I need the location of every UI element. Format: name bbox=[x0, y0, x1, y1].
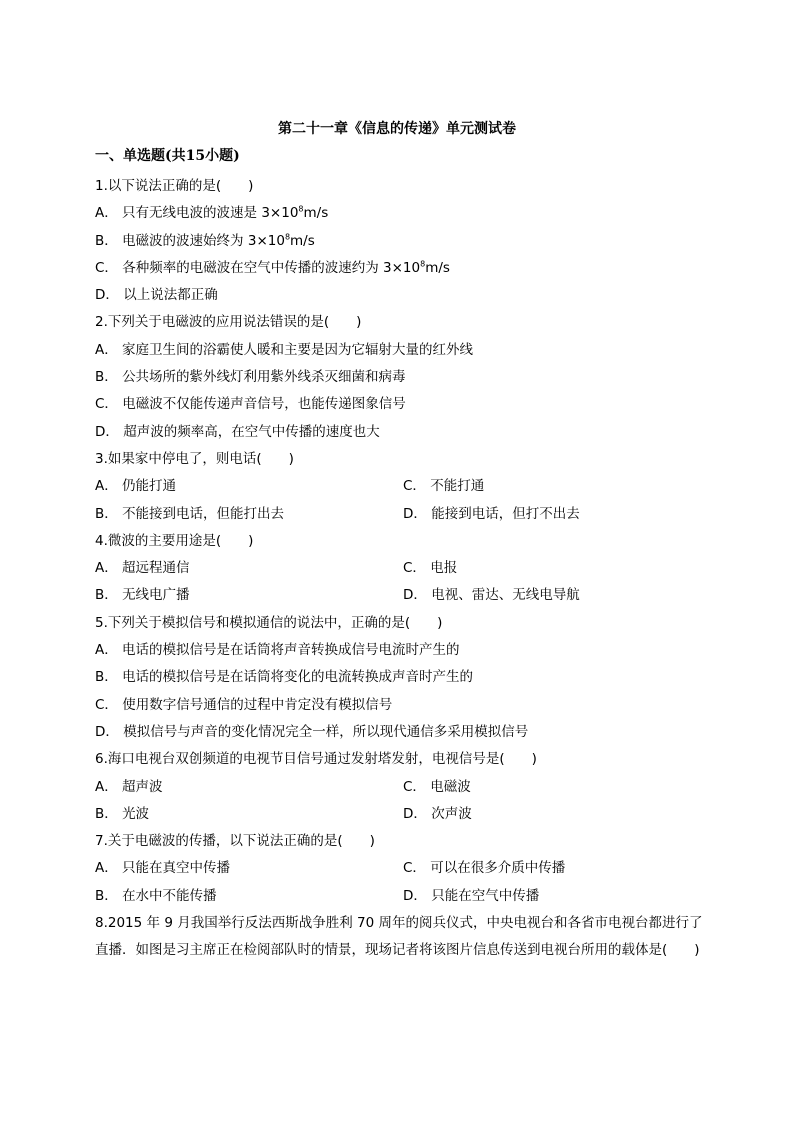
option-row bbox=[95, 801, 715, 828]
option-label: B． bbox=[95, 369, 118, 386]
option-unit: m/s bbox=[290, 232, 315, 249]
option-label: A． bbox=[95, 860, 118, 877]
option-text: 只能在空气中传播 bbox=[431, 887, 540, 904]
option-text: 电磁波的波速始终为 3×10 bbox=[122, 232, 285, 249]
option-cell bbox=[403, 473, 711, 500]
option-label: A． bbox=[95, 778, 118, 795]
option-line bbox=[95, 228, 715, 255]
option-line bbox=[95, 282, 715, 309]
option-label: B． bbox=[95, 505, 118, 522]
option-unit: m/s bbox=[303, 205, 329, 222]
option-label: C． bbox=[403, 560, 426, 577]
option-text: 电磁波不仅能传递声音信号，也能传递图象信号 bbox=[122, 396, 406, 413]
option-label: A． bbox=[95, 341, 118, 358]
option-text: 以上说法都正确 bbox=[123, 287, 218, 304]
option-line bbox=[95, 719, 715, 746]
option-label: C． bbox=[95, 396, 118, 413]
option-label: A． bbox=[95, 478, 118, 495]
option-cell bbox=[403, 774, 711, 801]
option-cell bbox=[403, 883, 711, 910]
option-label: D． bbox=[403, 805, 427, 822]
option-exponent: 8 bbox=[284, 232, 291, 242]
option-label: D． bbox=[95, 723, 119, 740]
question-stem: 4.微波的主要用途是( ) bbox=[95, 532, 254, 549]
option-text: 只能在真空中传播 bbox=[122, 860, 231, 877]
option-text: 不能接到电话，但能打出去 bbox=[122, 505, 285, 522]
option-label: D． bbox=[95, 287, 119, 304]
option-row bbox=[95, 473, 715, 500]
option-text: 电话的模拟信号是在话筒将声音转换成信号电流时产生的 bbox=[122, 642, 460, 659]
question-stem: 8.2015 年 9 月我国举行反法西斯战争胜利 70 周年的阅兵仪式，中央电视台和各省市电视台都进行了直播．如图是习主席正在检阅部队时的情景，现场记者将该图片信息传送到电视台所用的载体是( ) bbox=[95, 915, 703, 959]
option-text: 超远程通信 bbox=[122, 560, 190, 577]
option-text: 超声波的频率高，在空气中传播的速度也大 bbox=[123, 423, 380, 440]
option-text: 模拟信号与声音的变化情况完全一样，所以现代通信多采用模拟信号 bbox=[123, 723, 529, 740]
option-row bbox=[95, 501, 715, 528]
option-cell bbox=[403, 555, 711, 582]
option-line bbox=[95, 692, 715, 719]
option-exponent: 8 bbox=[420, 259, 426, 269]
option-text: 次声波 bbox=[431, 805, 472, 822]
option-text: 各种频率的电磁波在空气中传播的波速约为 3×10 bbox=[122, 259, 421, 276]
option-line bbox=[95, 391, 715, 418]
page-title: 第二十一章《信息的传递》单元测试卷 bbox=[278, 121, 516, 137]
option-row bbox=[95, 855, 715, 882]
question-stem: 1.以下说法正确的是( ) bbox=[95, 178, 254, 194]
question-stem: 6.海口电视台双创频道的电视节目信号通过发射塔发射，电视信号是( ) bbox=[95, 751, 537, 768]
option-text: 公共场所的紫外线灯利用紫外线杀灭细菌和病毒 bbox=[122, 369, 406, 386]
option-label: D． bbox=[403, 505, 427, 522]
option-line bbox=[95, 637, 715, 664]
option-row bbox=[95, 582, 715, 609]
option-label: B． bbox=[95, 805, 118, 822]
option-label: C． bbox=[403, 778, 426, 795]
option-row bbox=[95, 555, 715, 582]
option-cell bbox=[95, 582, 403, 609]
option-label: B． bbox=[95, 232, 118, 249]
option-text: 电报 bbox=[430, 560, 458, 577]
question-stem: 5.下列关于模拟信号和模拟通信的说法中，正确的是( ) bbox=[95, 614, 443, 631]
option-label: D． bbox=[403, 887, 427, 904]
option-text: 家庭卫生间的浴霸使人暖和主要是因为它辐射大量的红外线 bbox=[122, 341, 474, 358]
option-cell bbox=[95, 801, 403, 828]
question-stem: 3.如果家中停电了，则电话( ) bbox=[95, 450, 294, 467]
question-stem: 2.下列关于电磁波的应用说法错误的是( ) bbox=[95, 314, 362, 331]
option-exponent: 8 bbox=[298, 204, 304, 214]
option-label: A． bbox=[95, 560, 118, 577]
option-text: 不能打通 bbox=[430, 478, 485, 495]
option-cell bbox=[95, 501, 403, 528]
option-cell bbox=[403, 582, 711, 609]
option-label: B． bbox=[95, 587, 118, 604]
option-label: B． bbox=[95, 669, 118, 686]
option-cell bbox=[95, 855, 403, 882]
option-label: B． bbox=[95, 887, 118, 904]
option-text: 电磁波 bbox=[430, 778, 471, 795]
option-label: C． bbox=[403, 478, 426, 495]
option-line bbox=[95, 255, 715, 282]
option-label: C． bbox=[95, 696, 118, 713]
option-row bbox=[95, 774, 715, 801]
option-cell bbox=[403, 855, 711, 882]
question-stem: 7.关于电磁波的传播，以下说法正确的是( ) bbox=[95, 833, 375, 850]
section-heading: 一、单选题(共15小题) bbox=[95, 148, 240, 164]
option-label: A． bbox=[95, 642, 118, 659]
option-label: D． bbox=[403, 587, 427, 604]
option-cell bbox=[95, 774, 403, 801]
option-text: 可以在很多介质中传播 bbox=[430, 860, 566, 877]
option-cell bbox=[95, 473, 403, 500]
option-text: 光波 bbox=[122, 805, 150, 822]
option-text: 超声波 bbox=[122, 778, 163, 795]
option-line bbox=[95, 664, 715, 691]
option-label: C． bbox=[403, 860, 426, 877]
option-text: 使用数字信号通信的过程中肯定没有模拟信号 bbox=[122, 696, 393, 713]
option-text: 仍能打通 bbox=[122, 478, 177, 495]
option-text: 只有无线电波的波速是 3×10 bbox=[122, 205, 299, 222]
option-row bbox=[95, 883, 715, 910]
option-text: 电视、雷达、无线电导航 bbox=[431, 587, 580, 604]
option-line bbox=[95, 337, 715, 364]
question-list bbox=[95, 173, 715, 965]
option-cell bbox=[95, 883, 403, 910]
option-text: 电话的模拟信号是在话筒将变化的电流转换成声音时产生的 bbox=[122, 669, 474, 686]
option-line bbox=[95, 419, 715, 446]
option-text: 无线电广播 bbox=[122, 587, 190, 604]
option-text: 能接到电话，但打不出去 bbox=[431, 505, 580, 522]
option-cell bbox=[403, 501, 711, 528]
option-cell bbox=[403, 801, 711, 828]
option-label: D． bbox=[95, 423, 119, 440]
option-cell bbox=[95, 555, 403, 582]
option-label: A． bbox=[95, 205, 118, 222]
option-line bbox=[95, 200, 715, 227]
option-label: C． bbox=[95, 259, 118, 276]
option-text: 在水中不能传播 bbox=[122, 887, 217, 904]
option-line bbox=[95, 364, 715, 391]
option-unit: m/s bbox=[425, 259, 450, 276]
